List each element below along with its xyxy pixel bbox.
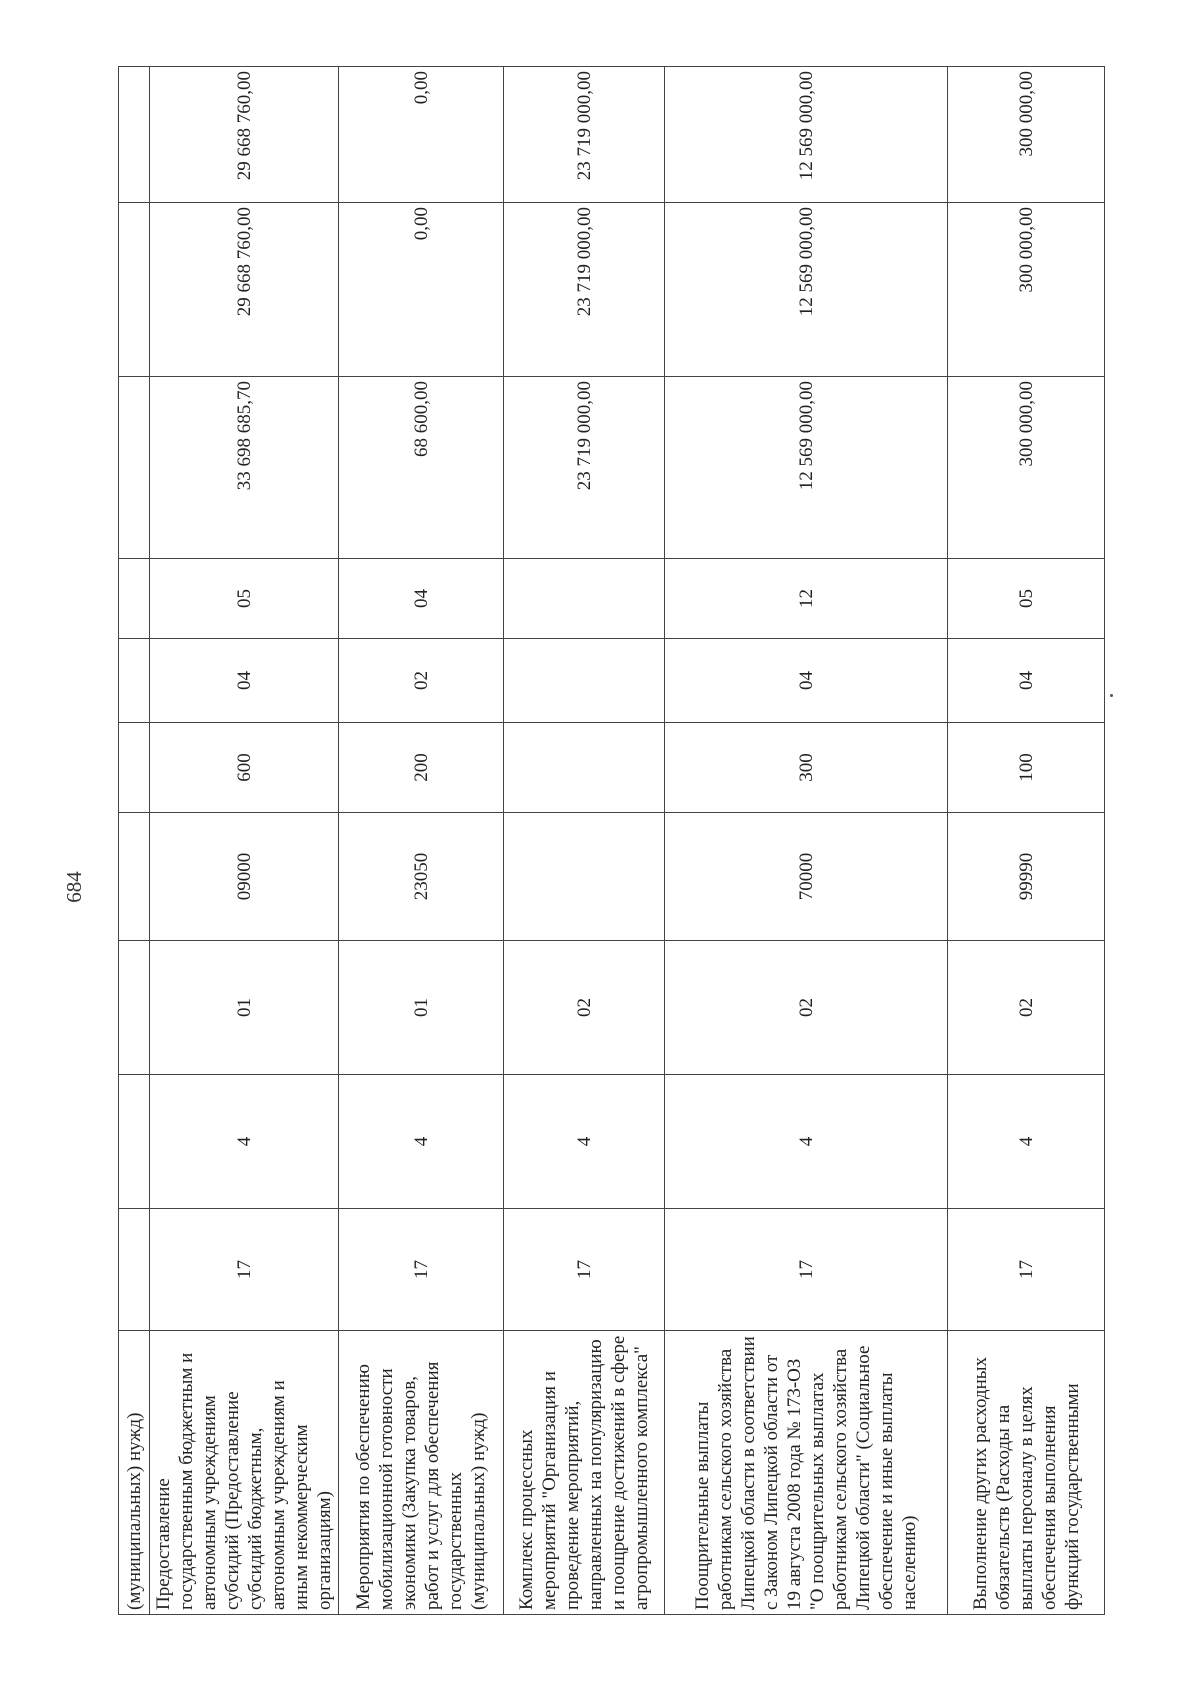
table-cell-code: 17 [150, 1209, 339, 1331]
table-cell-code: 17 [504, 1209, 665, 1331]
table-cell-description: Выполнение других расходных обязательств (Расходы на выплаты персоналу в целях обеспечения выполнения функций государственными [948, 1331, 1105, 1615]
table-cell-code: 23050 [339, 813, 504, 941]
table-cell-code: 4 [339, 1075, 504, 1209]
table-cell-amount: 23 719 000,00 [504, 67, 665, 203]
table-cell [119, 813, 150, 941]
table-cell-amount: 12 569 000,00 [665, 377, 948, 559]
table-cell [119, 639, 150, 723]
table-cell-code: 4 [150, 1075, 339, 1209]
table-cell-code: 4 [504, 1075, 665, 1209]
table-cell-code: 17 [948, 1209, 1105, 1331]
table-cell-code: 17 [339, 1209, 504, 1331]
table-cell-code: 17 [665, 1209, 948, 1331]
table-cell-code [504, 639, 665, 723]
table-cell [119, 559, 150, 639]
table-cell-code: 01 [339, 941, 504, 1075]
budget-table [118, 66, 1105, 1615]
table-cell-code: 02 [339, 639, 504, 723]
table-cell [119, 377, 150, 559]
table-cell-code: 05 [150, 559, 339, 639]
table-row [504, 67, 665, 1615]
table-cell-amount: 0,00 [339, 203, 504, 377]
table-cell-code: 100 [948, 723, 1105, 813]
table-cell-code: 600 [150, 723, 339, 813]
table-cell-amount: 23 719 000,00 [504, 377, 665, 559]
table-cell-code: 02 [665, 941, 948, 1075]
table-cell-code: 70000 [665, 813, 948, 941]
table-cell-amount: 300 000,00 [948, 377, 1105, 559]
table-cell [119, 1075, 150, 1209]
table-cell-amount: 300 000,00 [948, 67, 1105, 203]
table-cell-code [504, 813, 665, 941]
table-cell-code: 04 [339, 559, 504, 639]
table-cell-code: 02 [948, 941, 1105, 1075]
table-row [150, 67, 339, 1615]
table-row [339, 67, 504, 1615]
table-cell-code: 4 [665, 1075, 948, 1209]
table-cell-code: 04 [150, 639, 339, 723]
table-cell-amount: 12 569 000,00 [665, 67, 948, 203]
table-cell-description: (муниципальных) нужд) [119, 1331, 150, 1615]
table-cell [119, 1209, 150, 1331]
table-cell [119, 203, 150, 377]
table-cell-code: 04 [948, 639, 1105, 723]
page-number: 684 [62, 871, 86, 903]
table-cell-description: Предоставление государственным бюджетным и автономным учреждениям субсидий (Предоставление субсидий бюджетным, автономным учреждениям и иным некоммерческим организациям) [150, 1331, 339, 1615]
table-cell-code: 99990 [948, 813, 1105, 941]
table-cell-amount: 29 668 760,00 [150, 203, 339, 377]
table-cell-code: 12 [665, 559, 948, 639]
table-cell-code: 01 [150, 941, 339, 1075]
table-cell-amount: 23 719 000,00 [504, 203, 665, 377]
table-cell-amount: 33 698 685,70 [150, 377, 339, 559]
table-cell-description: Мероприятия по обеспечению мобилизационной готовности экономики (Закупка товаров, работ и услуг для обеспечения государственных (муниципальных) нужд) [339, 1331, 504, 1615]
table-row-header-continuation [119, 67, 150, 1615]
table-cell-code: 200 [339, 723, 504, 813]
table-cell-code [504, 559, 665, 639]
table-cell-code: 05 [948, 559, 1105, 639]
table-row [665, 67, 948, 1615]
table-cell [119, 723, 150, 813]
table-cell-code: 09000 [150, 813, 339, 941]
table-cell [119, 67, 150, 203]
table-cell-amount: 68 600,00 [339, 377, 504, 559]
table-cell-description: Поощрительные выплаты работникам сельского хозяйства Липецкой области в соответствии с Законом Липецкой области от 19 августа 2008 года № 173-ОЗ "О поощрительных выплатах работникам сельского хозяйства Липецкой области" (Социальное обеспечение и иные выплаты населению) [665, 1331, 948, 1615]
table-cell-amount: 29 668 760,00 [150, 67, 339, 203]
table-cell-amount: 0,00 [339, 67, 504, 203]
table-cell-code: 300 [665, 723, 948, 813]
table-row [948, 67, 1105, 1615]
table-cell-amount: 12 569 000,00 [665, 203, 948, 377]
table-cell-code [504, 723, 665, 813]
table-cell-description: Комплекс процессных мероприятий "Организация и проведение мероприятий, направленных на популяризацию и поощрение достижений в сфере агропромышленного комплекса" [504, 1331, 665, 1615]
table-cell-code: 02 [504, 941, 665, 1075]
table-cell [119, 941, 150, 1075]
scan-speck [1110, 694, 1113, 697]
table-cell-code: 4 [948, 1075, 1105, 1209]
table-cell-amount: 300 000,00 [948, 203, 1105, 377]
table-cell-code: 04 [665, 639, 948, 723]
